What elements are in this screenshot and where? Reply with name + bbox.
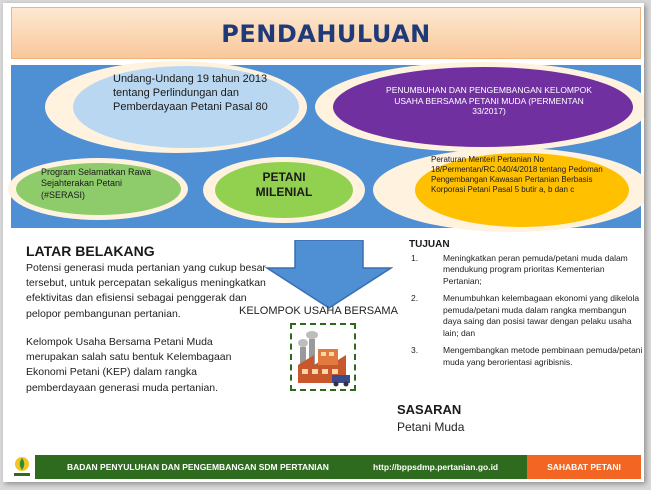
bubble-milenial-text: PETANI MILENIAL (255, 170, 313, 199)
bubble-uu-text: Undang-Undang 19 tahun 2013 tentang Perlindungan dan Pemberdayaan Petani Pasal 80 (113, 73, 268, 113)
list-item (411, 345, 643, 368)
list-item-number: 3. (411, 345, 419, 356)
kub-label: KELOMPOK USAHA BERSAMA (239, 305, 398, 317)
latar-paragraph-1: Potensi generasi muda pertanian yang cukup besar tersebut, untuk percepatan sekaligus meningkatkan efektivitas dan efisiensi sebagai penggerak dan pelopor pembangunan pertanian. (26, 262, 266, 320)
list-item-text: Mengembangkan metode pembinaan pemuda/petani muda yang berorientasi agribisnis. (443, 345, 643, 367)
title-bar (11, 7, 641, 59)
footer-org-name: BADAN PENYULUHAN DAN PENGEMBANGAN SDM PERTANIAN (67, 462, 329, 472)
list-item-text: Menumbuhkan kelembagaan ekonomi yang dikelola pemuda/petani muda dalam rangka membangun daya saing dan posisi tawar dengan pelaku usaha lain; dan (443, 293, 640, 338)
footer-brand-box (527, 455, 641, 479)
latar-paragraph-2: Kelompok Usaha Bersama Petani Muda merupakan salah satu bentuk Kelembagaan Ekonomi Petani (KEP) dalam rangka pemberdayaan generasi muda pertanian. (26, 335, 232, 394)
tujuan-list (411, 253, 643, 374)
tujuan-heading: TUJUAN (409, 239, 450, 250)
list-item-number: 2. (411, 293, 419, 304)
list-item (411, 293, 643, 339)
bubble-penumbuhan-text: PENUMBUHAN DAN PENGEMBANGAN KELOMPOK USAHA BERSAMA PETANI MUDA (PERMENTAN 33/2017) (386, 85, 592, 117)
list-item-text: Meningkatkan peran pemuda/petani muda dalam mendukung program prioritas Kementerian Pertanian; (443, 253, 628, 286)
footer (11, 455, 641, 479)
factory-icon (292, 325, 354, 389)
footer-bar (35, 455, 527, 479)
footer-brand-label: SAHABAT PETANI (547, 462, 621, 472)
slide (3, 3, 644, 482)
sasaran-body: Petani Muda (397, 420, 465, 434)
sasaran-heading: SASARAN (397, 402, 462, 417)
down-arrow-icon (265, 240, 393, 310)
bppsdmp-logo-icon (11, 455, 33, 479)
page-title: PENDAHULUAN (221, 20, 431, 48)
latar-belakang-body (26, 261, 266, 409)
list-item-number: 1. (411, 253, 419, 263)
factory-box (290, 323, 356, 391)
footer-url-link[interactable]: http://bppsdmp.pertanian.go.id (373, 462, 499, 472)
bubble-permentan-text: Peraturan Menteri Pertanian No 18/Permentan/RC.040/4/2018 tentang Pedoman Pengembangan Kawasan Pertanian Berbasis Korporasi Petani Pasal 5 butir a, b dan c (431, 155, 603, 194)
latar-belakang-heading: LATAR BELAKANG (26, 243, 155, 259)
list-item (411, 253, 643, 287)
bubble-serasi-text: Program Selamatkan Rawa Sejahterakan Petani (#SERASI) (41, 167, 152, 200)
